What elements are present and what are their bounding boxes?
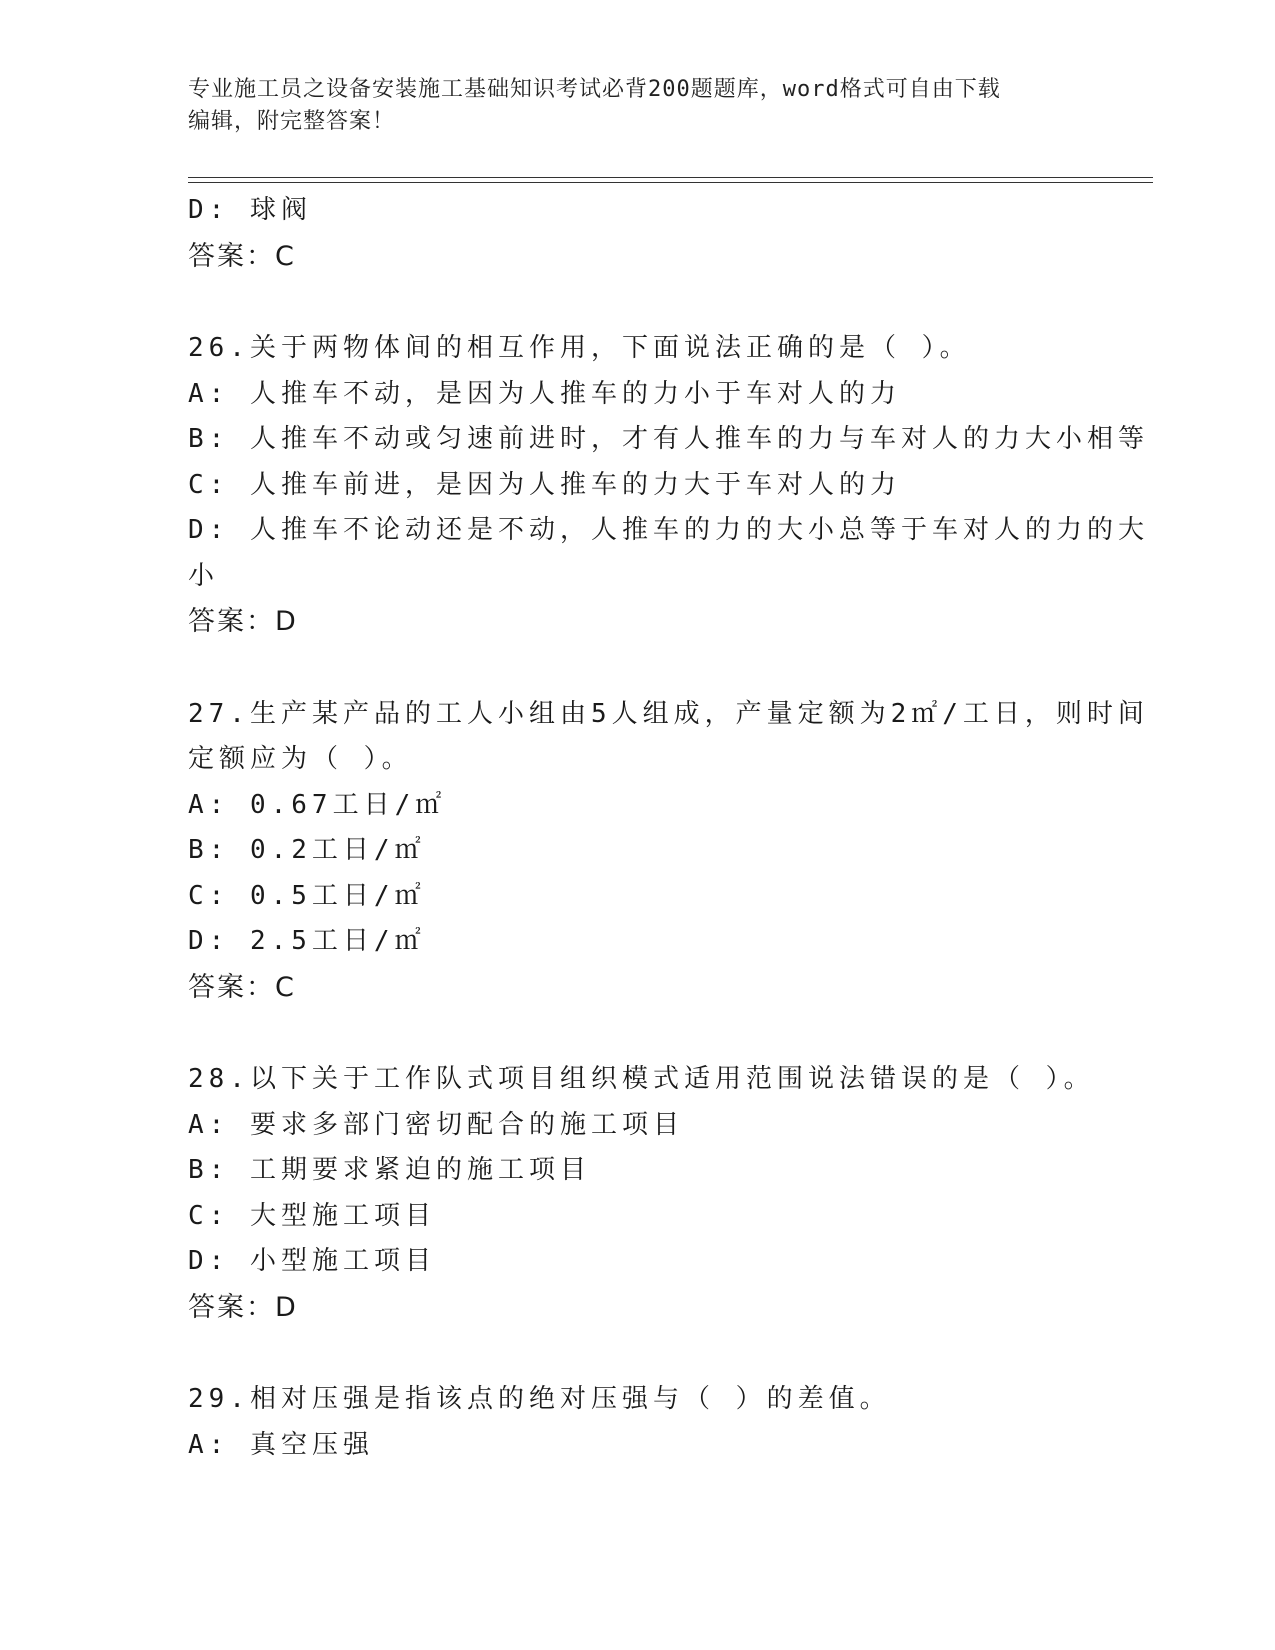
option-b: B: 工期要求紧迫的施工项目 [188,1155,591,1185]
header-divider-top [188,177,1153,178]
spacer [188,1330,1088,1377]
question-block-28 [188,1057,1095,1330]
spacer [188,645,1088,692]
option-b: B: 人推车不动或匀速前进时，才有人推车的力与车对人的力大小相等 [188,424,1149,454]
option-a: A: 人推车不动，是因为人推车的力小于车对人的力 [188,378,901,409]
question-text: 28.以下关于工作队式项目组织模式适用范围说法错误的是（ ）。 [188,1064,1095,1094]
answer-label: 答案：D [188,606,298,637]
question-text: 29.相对压强是指该点的绝对压强与（ ）的差值。 [188,1384,891,1414]
answer-label: 答案：C [188,971,296,1003]
question-block-27 [188,692,1149,1011]
option-d: D: 球阀 [188,195,312,225]
option-c: C: 大型施工项目 [188,1200,436,1231]
question-block-26 [188,326,1149,645]
question-text: 26.关于两物体间的相互作用，下面说法正确的是（ ）。 [188,333,971,363]
option-a: A: 真空压强 [188,1429,374,1460]
question-text: 27.生产某产品的工人小组由5人组成，产量定额为2㎡/工日，则时间 [188,698,1149,729]
option-d: D: 2.5工日/㎡ [188,926,426,956]
header-divider-bottom [188,182,1153,183]
spacer [188,1010,1088,1057]
header-title-line-2: 编辑，附完整答案！ [188,109,396,134]
option-d: D: 小型施工项目 [188,1246,436,1276]
option-a: A: 0.67工日/㎡ [188,789,447,820]
header-title-line-1: 专业施工员之设备安装施工基础知识考试必背200题题库，word格式可自由下载 [188,77,1001,102]
question-block-25-tail [188,188,1088,279]
option-b: B: 0.2工日/㎡ [188,835,426,865]
question-list [188,188,1149,1468]
option-c: C: 人推车前进，是因为人推车的力大于车对人的力 [188,469,901,500]
option-c: C: 0.5工日/㎡ [188,880,426,911]
page-header [188,74,1088,138]
option-d: D: 人推车不论动还是不动，人推车的力的大小总等于车对人的力的大 [188,515,1149,545]
answer-label: 答案：C [188,240,296,272]
question-block-29 [188,1377,1088,1468]
option-a: A: 要求多部门密切配合的施工项目 [188,1109,684,1140]
answer-label: 答案：D [188,1291,298,1323]
question-text-continued: 定额应为（ ）。 [188,744,413,774]
spacer [188,279,1088,326]
option-d-continued: 小 [188,560,220,591]
